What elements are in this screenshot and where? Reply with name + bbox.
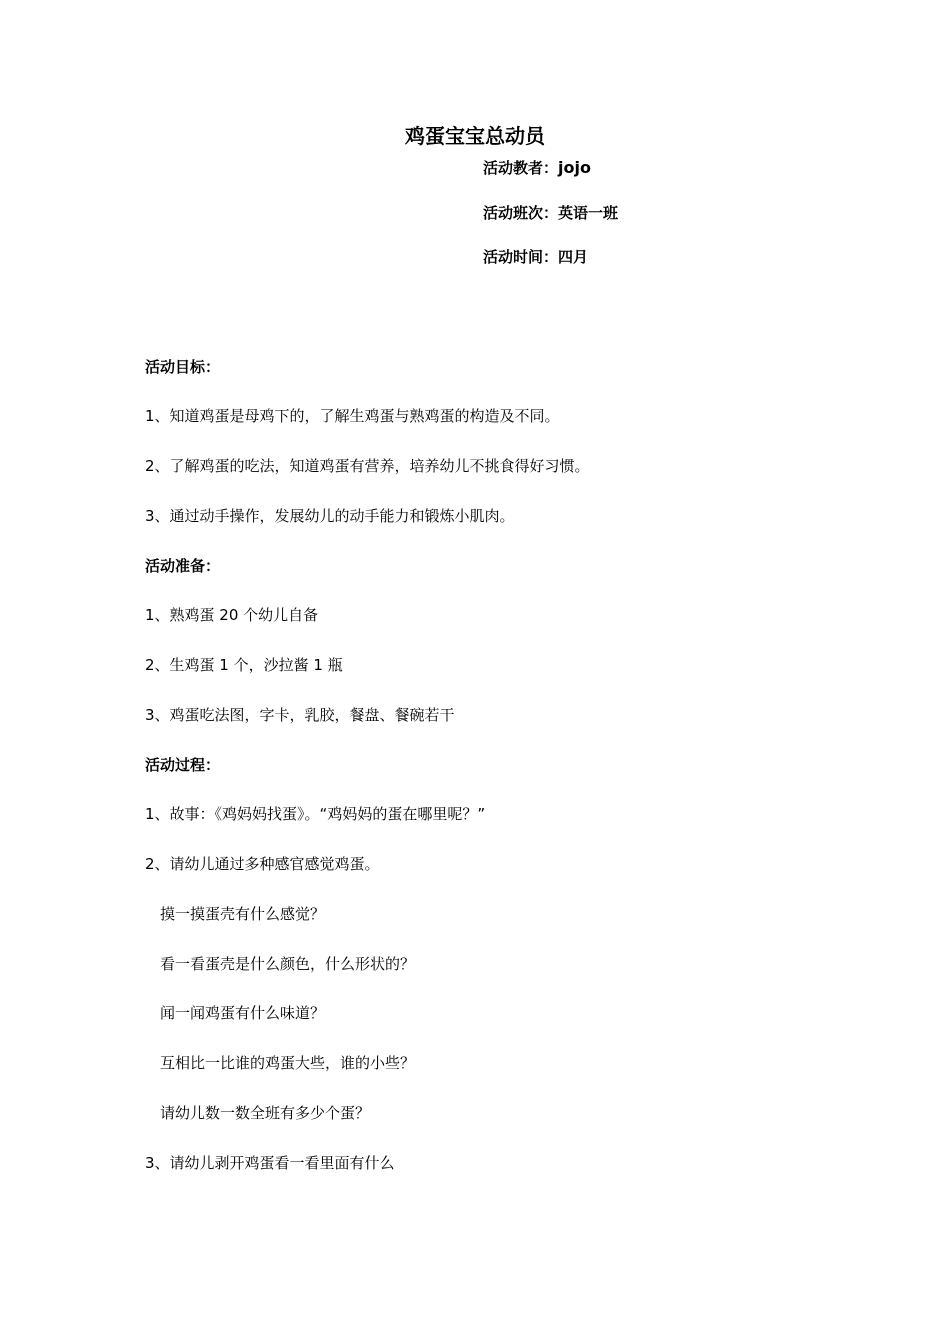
process-sub-item: 互相比一比谁的鸡蛋大些，谁的小些？: [160, 1054, 416, 1072]
process-sub-item: 闻一闻鸡蛋有什么味道？: [160, 1004, 326, 1022]
teacher-value: jojo: [558, 158, 591, 177]
process-sub-item: 摸一摸蛋壳有什么感觉？: [160, 905, 326, 923]
preparation-item: 1、熟鸡蛋 20 个幼儿自备: [145, 606, 319, 624]
time-line: [483, 246, 588, 268]
time-label: 活动时间：: [483, 248, 559, 266]
process-sub-item: 请幼儿数一数全班有多少个蛋？: [160, 1104, 371, 1122]
process-item: 3、请幼儿剥开鸡蛋看一看里面有什么: [145, 1154, 395, 1172]
preparation-item: 2、生鸡蛋 1 个，沙拉酱 1 瓶: [145, 656, 343, 674]
goal-item: 3、通过动手操作，发展幼儿的动手能力和锻炼小肌肉。: [145, 507, 515, 525]
preparation-heading: 活动准备：: [145, 557, 221, 575]
process-item: 1、故事：《鸡妈妈找蛋》。“鸡妈妈的蛋在哪里呢？”: [145, 805, 486, 823]
teacher-line: [483, 157, 591, 179]
goal-item: 1、知道鸡蛋是母鸡下的，了解生鸡蛋与熟鸡蛋的构造及不同。: [145, 407, 560, 425]
document-title: 鸡蛋宝宝总动员: [405, 124, 545, 148]
preparation-item: 3、鸡蛋吃法图，字卡，乳胶，餐盘、餐碗若干: [145, 706, 455, 724]
goal-item: 2、了解鸡蛋的吃法，知道鸡蛋有营养，培养幼儿不挑食得好习惯。: [145, 457, 590, 475]
time-value: 四月: [558, 248, 589, 266]
teacher-label: 活动教者：: [483, 159, 559, 177]
process-heading: 活动过程：: [145, 756, 221, 774]
goals-heading: 活动目标：: [145, 358, 221, 376]
class-line: [483, 202, 618, 224]
process-sub-item: 看一看蛋壳是什么颜色，什么形状的？: [160, 955, 416, 973]
class-label: 活动班次：: [483, 204, 559, 222]
class-value: 英语一班: [558, 204, 619, 222]
process-item: 2、请幼儿通过多种感官感觉鸡蛋。: [145, 855, 380, 873]
